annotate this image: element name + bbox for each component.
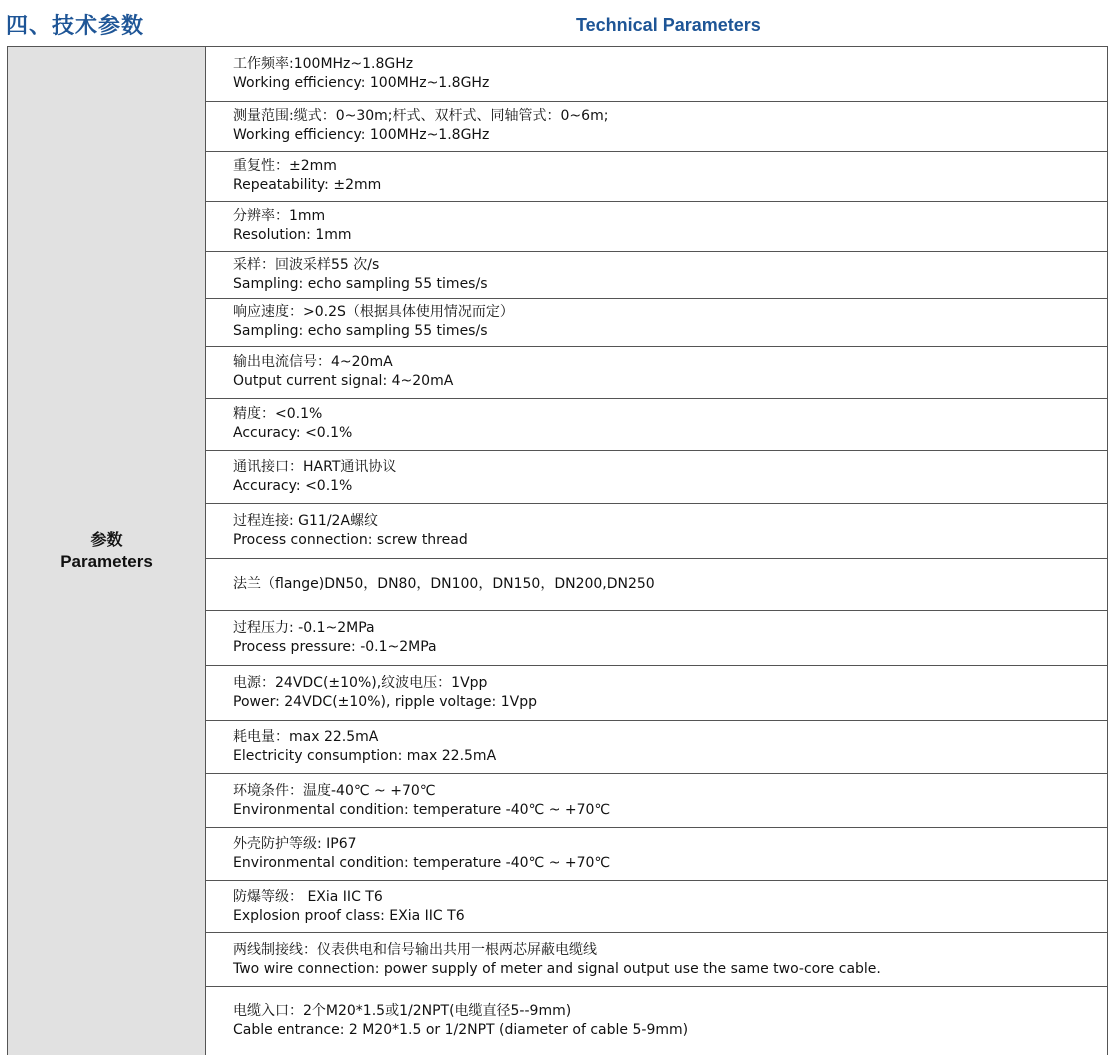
- row-text-en: Sampling: echo sampling 55 times/s: [233, 275, 488, 292]
- table-row: [206, 451, 1107, 504]
- row-text-cn: 过程连接: G11/2A螺纹: [233, 512, 379, 529]
- row-text-cn: 测量范围:缆式：0~30m;杆式、双杆式、同轴管式：0~6m;: [233, 108, 609, 125]
- row-text-cn: 耗电量：max 22.5mA: [233, 729, 379, 746]
- row-text-cn: 防爆等级： EXia IIC T6: [233, 888, 383, 905]
- row-text-cn: 分辨率：1mm: [233, 208, 326, 225]
- row-text-cn: 重复性：±2mm: [233, 158, 337, 175]
- table-row: [206, 666, 1107, 721]
- row-text-en: Sampling: echo sampling 55 times/s: [233, 323, 488, 340]
- table-row: [206, 987, 1107, 1055]
- row-text-cn: 外壳防护等级: IP67: [233, 836, 357, 853]
- section-header: [0, 0, 1117, 46]
- row-text-en: Cable entrance: 2 M20*1.5 or 1/2NPT (diameter of cable 5-9mm): [233, 1022, 689, 1039]
- section-title-cn: 四、技术参数: [6, 14, 145, 39]
- parameters-label-cn: 参数: [90, 530, 123, 549]
- parameter-rows: [206, 47, 1107, 1055]
- row-text-en: Two wire connection: power supply of meter and signal output use the same two-core cable.: [233, 960, 881, 977]
- table-row: [206, 611, 1107, 666]
- parameters-table: [7, 46, 1108, 1055]
- row-text-cn: 环境条件：温度-40℃ ~ +70℃: [233, 782, 436, 799]
- row-text-cn: 精度：<0.1%: [233, 406, 323, 423]
- table-row: [206, 774, 1107, 828]
- row-text-cn: 电源：24VDC(±10%),纹波电压：1Vpp: [233, 675, 488, 692]
- row-text-en: Process connection: screw thread: [233, 531, 468, 548]
- table-row: [206, 152, 1107, 202]
- row-text-cn: 采样：回波采样55 次/s: [233, 256, 380, 273]
- row-text-en: Environmental condition: temperature -40℃ ~ +70℃: [233, 801, 611, 818]
- row-text-en: Electricity consumption: max 22.5mA: [233, 748, 497, 765]
- row-text-cn: 法兰（flange)DN50，DN80，DN100，DN150，DN200,DN250: [233, 576, 655, 592]
- table-row: [206, 559, 1107, 612]
- table-row: [206, 299, 1107, 347]
- table-row: [206, 202, 1107, 252]
- table-row: [206, 881, 1107, 933]
- table-row: [206, 252, 1107, 299]
- section-title-en: Technical Parameters: [576, 15, 761, 35]
- row-text-en: Process pressure: -0.1~2MPa: [233, 639, 437, 656]
- row-text-en: Output current signal: 4~20mA: [233, 373, 454, 390]
- row-text-en: Power: 24VDC(±10%), ripple voltage: 1Vpp: [233, 694, 537, 711]
- row-text-en: Working efficiency: 100MHz~1.8GHz: [233, 74, 490, 91]
- table-row: [206, 102, 1107, 152]
- row-text-en: Environmental condition: temperature -40℃ ~ +70℃: [233, 855, 611, 872]
- table-row: [206, 399, 1107, 451]
- table-row: [206, 504, 1107, 559]
- row-text-cn: 通讯接口：HART通讯协议: [233, 458, 397, 475]
- row-text-en: Accuracy: <0.1%: [233, 477, 353, 494]
- row-text-cn: 工作频率:100MHz~1.8GHz: [233, 55, 414, 72]
- table-row: [206, 47, 1107, 102]
- row-text-en: Repeatability: ±2mm: [233, 177, 382, 194]
- table-row: [206, 933, 1107, 987]
- row-text-cn: 电缆入口：2个M20*1.5或1/2NPT(电缆直径5--9mm): [233, 1003, 572, 1020]
- table-row: [206, 721, 1107, 774]
- row-text-en: Resolution: 1mm: [233, 227, 352, 244]
- row-text-en: Accuracy: <0.1%: [233, 425, 353, 442]
- parameters-label-cell: [8, 47, 206, 1055]
- row-text-en: Explosion proof class: EXia IIC T6: [233, 907, 465, 924]
- row-text-en: Working efficiency: 100MHz~1.8GHz: [233, 127, 490, 144]
- table-row: [206, 828, 1107, 881]
- row-text-cn: 两线制接线：仪表供电和信号输出共用一根两芯屏蔽电缆线: [233, 941, 597, 958]
- row-text-cn: 输出电流信号：4~20mA: [233, 354, 393, 371]
- table-row: [206, 347, 1107, 399]
- row-text-cn: 响应速度：>0.2S（根据具体使用情况而定）: [233, 304, 514, 321]
- row-text-cn: 过程压力: -0.1~2MPa: [233, 620, 375, 637]
- parameters-label-en: Parameters: [60, 552, 153, 571]
